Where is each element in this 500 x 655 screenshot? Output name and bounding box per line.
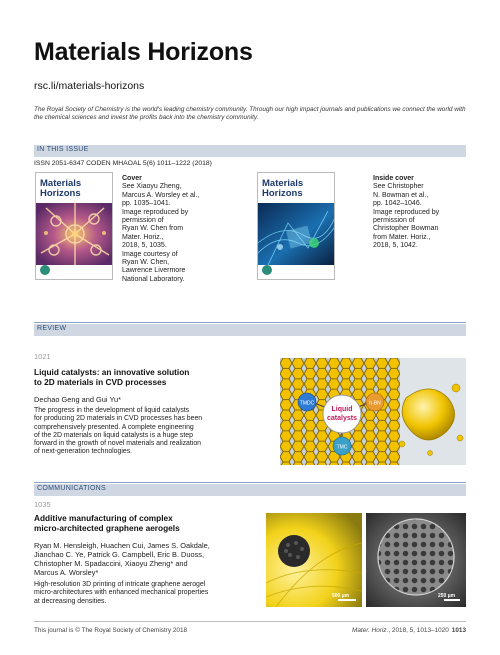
inside-cover-artwork [258,203,335,265]
cover-thumb-title: Materials Horizons [40,178,82,199]
inside-cover-thumbnail[interactable] [257,172,335,280]
abstract-line: of next-generation technologies. [34,448,133,456]
communication-graphical-abstract[interactable] [266,513,466,607]
cover-heading: Cover [122,175,142,182]
scale-bar [338,599,356,601]
review-title[interactable] [34,367,189,387]
review-graphical-abstract[interactable] [280,358,466,465]
author-line: Jianchao C. Ye, Patrick G. Campbell, Eric B. Duoss, [34,550,205,559]
cover-caption [122,175,242,284]
abstract-line: comprehensively presented. A complete engineering [34,423,194,431]
cover-artwork [36,203,113,265]
inside-cover-heading: Inside cover [373,175,414,182]
communication-page-number: 1035 [34,500,51,509]
cover-caption-text: See Xiaoyu Zheng, Marcus A. Worsley et al., pp. 1035–1041. Image reproduced by permission of Ryan W. Chen from Mater. Horiz., 2018, 5, 1035. Image courtesy of Ryan W. Chen, Lawrence Livermore National Laboratory. [122,183,200,283]
cover-thumbnail[interactable] [35,172,113,280]
catalyst-center-label: Liquid [331,406,353,413]
abstract-line: The progress in the development of liquid catalysts [34,407,190,414]
review-abstract [34,407,202,457]
rsc-logo-icon [40,265,50,275]
scale-label-right: 250 µm [438,593,456,599]
inside-cover-caption [373,175,473,251]
inside-cover-thumb-title: Materials Horizons [262,178,304,199]
communication-title-line: micro-architected graphene aerogels [34,523,180,533]
section-label: REVIEW [37,325,67,332]
footer-journal-abbr: Mater. Horiz. [352,627,389,634]
section-bar-in-this-issue [34,145,466,157]
inside-cover-caption-text: See Christopher N. Bowman et al., pp. 1042–1046. Image reproduced by permission of Christopher Bowman from Mater. Horiz., 2018, 5, 1042. [373,183,440,250]
communication-authors [34,541,210,577]
footer-divider [34,621,466,622]
abstract-line: forward in the growth of novel materials and realization [34,440,201,448]
node-label: TMDC [299,400,315,407]
author-line: Ryan M. Hensleigh, Huachen Cui, James S. Oakdale, [34,541,210,550]
section-bar-communications [34,484,466,496]
review-page-number: 1021 [34,352,51,361]
section-label: IN THIS ISSUE [37,146,89,153]
rsc-logo-icon [262,265,272,275]
abstract-line: of the 2D materials on liquid catalysts is a huge step [34,431,193,439]
review-title-line: to 2D materials in CVD processes [34,377,167,387]
author-line: Christopher M. Spadaccini, Xiaoyu Zheng* and [34,559,188,568]
journal-url[interactable]: rsc.li/materials-horizons [34,80,145,92]
author-line: Marcus A. Worsley* [34,568,99,577]
scale-bar [444,599,460,601]
review-authors: Dechao Geng and Gui Yu* [34,395,121,404]
review-title-line: Liquid catalysts: an innovative solution [34,367,190,377]
communication-title[interactable] [34,513,180,533]
abstract-line: for producing 2D materials in CVD processes has been [34,415,203,423]
issn-line: ISSN 2051-6347 CODEN MHAOAL 5(6) 1011–1222 (2018) [34,160,212,167]
footer-copyright: This journal is © The Royal Society of Chemistry 2018 [34,627,188,634]
footer-citation-text: , 2018, 5, 1013–1020 [388,627,449,634]
abstract-line: High-resolution 3D printing of intricate graphene aerogel [34,581,206,588]
section-bar-review [34,324,466,336]
catalyst-center-label: catalysts [327,415,357,422]
section-label: COMMUNICATIONS [37,485,107,492]
abstract-line: micro-architectures with enhanced mechanical properties [34,589,209,597]
section-divider [34,322,466,323]
footer-page-number: 1013 [451,627,466,634]
scale-label-left: 500 µm [332,593,350,599]
abstract-line: at decreasing densities. [34,597,107,605]
node-label: TMC [336,444,348,451]
section-divider [34,482,466,483]
communication-title-line: Additive manufacturing of complex [34,513,173,523]
communication-abstract [34,581,208,606]
journal-title: Materials Horizons [34,38,253,66]
footer-citation [352,627,466,634]
node-label: h-BN [369,400,381,407]
rsc-blurb: The Royal Society of Chemistry is the world's leading chemistry community. Through our high impact journals and publications we connect the world with the chemical sciences and invest the profits back into the chemistry community. [34,106,466,122]
